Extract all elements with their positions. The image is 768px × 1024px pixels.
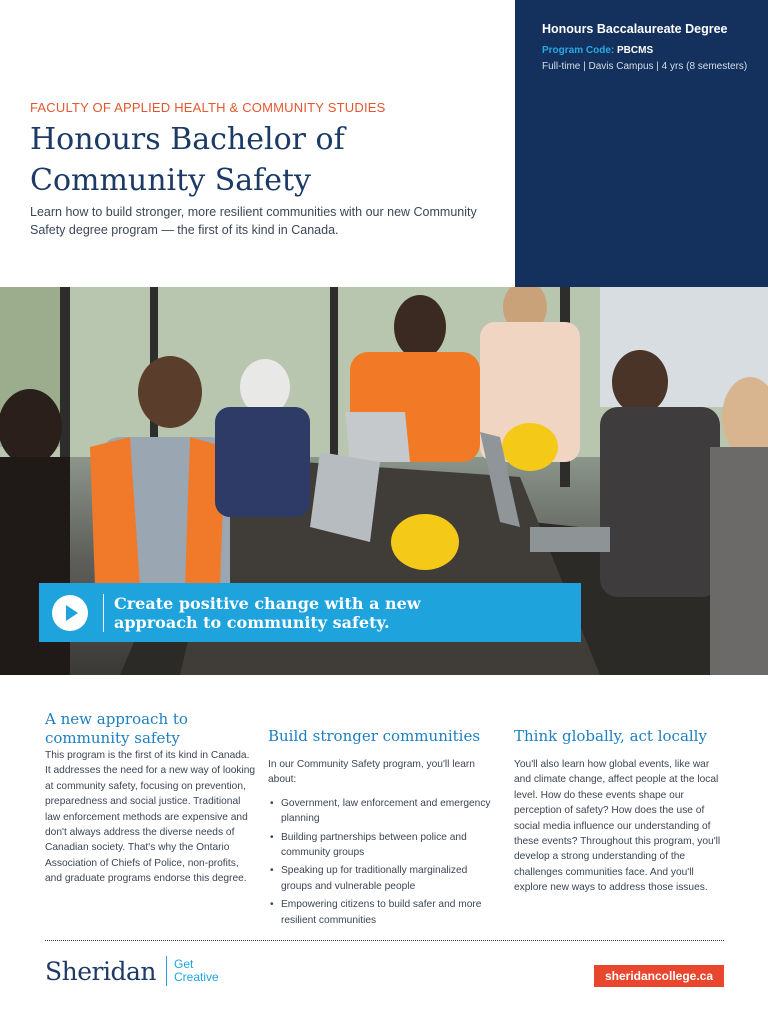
sheridan-logo[interactable] <box>45 956 219 986</box>
list-item: • Empowering citizens to build safer and more resilient communities <box>268 897 493 928</box>
program-code-label: Program Code: <box>542 45 615 56</box>
column-heading: Build stronger communities <box>268 727 481 745</box>
video-caption-line-1: Create positive change with a new <box>114 593 421 613</box>
banner-divider <box>103 594 104 632</box>
video-caption-line-2: approach to community safety. <box>114 612 390 632</box>
dotted-divider <box>45 940 724 941</box>
column-lead: In our Community Safety program, you'll learn about: <box>268 759 475 786</box>
play-button[interactable] <box>52 595 88 631</box>
logo-wordmark: Sheridan <box>45 956 156 986</box>
tagline-line-1: Get <box>173 957 194 971</box>
website-link-button[interactable]: sheridancollege.ca <box>594 965 724 987</box>
video-banner[interactable] <box>39 583 581 642</box>
topic-list <box>268 796 493 928</box>
heading-line-1: A new approach to <box>45 710 188 728</box>
video-caption <box>114 594 421 632</box>
program-code <box>542 45 748 56</box>
degree-type: Honours Baccalaureate Degree <box>542 22 728 36</box>
list-item: • Building partnerships between police and community groups <box>268 830 493 861</box>
title-line-1: Honours Bachelor of <box>30 122 345 157</box>
program-code-value: PBCMS <box>617 45 654 56</box>
page-title <box>30 119 500 201</box>
logo-tagline <box>174 958 219 984</box>
logo-divider <box>166 956 167 986</box>
program-info-box <box>515 0 768 287</box>
column-build-communities <box>268 710 493 931</box>
column-new-approach <box>45 710 257 887</box>
column-body: This program is the first of its kind in Canada. It addresses the need for a new way of looking at community safety, focusing on prevention, preparedness and social justice. Traditional law enforcement methods are expensive and don't always address the diverse needs of Canadian society. That's why the Ontario Association of Chiefs of Police, non-profits, and graduate programs endorse this degree. <box>45 750 256 885</box>
list-item: • Government, law enforcement and emergency planning <box>268 796 493 827</box>
intro-text: Learn how to build stronger, more resilient communities with our new Community Safety degree program — the first of its kind in Canada. <box>30 205 477 237</box>
list-item: • Speaking up for traditionally marginalized groups and vulnerable people <box>268 863 493 894</box>
program-meta: Full-time | Davis Campus | 4 yrs (8 semesters) <box>542 61 748 72</box>
column-body: You'll also learn how global events, like war and climate change, affect people at the local level. How do these events shape our perception of safety? How does the use of social media influence our understanding of these events? Throughout this program, you'll develop a strong understanding of the challenges communities face. And you'll explore new ways to address those issues. <box>514 759 721 894</box>
column-heading: Think globally, act locally <box>514 727 707 745</box>
title-line-2: Community Safety <box>30 163 311 198</box>
heading-line-2: community safety <box>45 729 180 747</box>
play-icon <box>66 605 78 621</box>
faculty-label: FACULTY OF APPLIED HEALTH & COMMUNITY STUDIES <box>30 100 386 115</box>
column-heading <box>45 710 257 748</box>
tagline-line-2: Creative <box>173 970 219 984</box>
column-think-globally <box>514 710 726 896</box>
